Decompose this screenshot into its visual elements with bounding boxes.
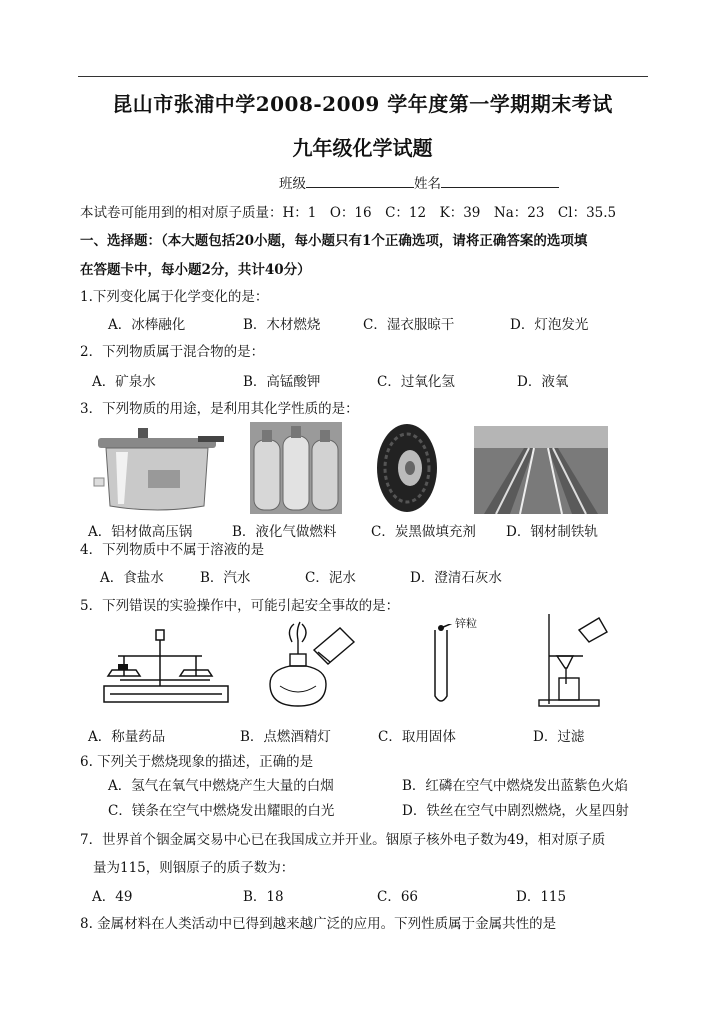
q6-option-d[interactable]: D．铁丝在空气中剧烈燃烧，火星四射 (402, 803, 629, 819)
question-7: 7．世界首个铟金属交易中心已在我国成立并开业。铟原子核外电子数为49，相对原子质 (80, 832, 606, 848)
q3-option-b[interactable]: B．液化气做燃料 (232, 524, 337, 540)
student-info (279, 172, 559, 192)
class-blank[interactable] (306, 175, 414, 188)
question-1: 1.下列变化属于化学变化的是： (80, 289, 269, 305)
question-6: 6. 下列关于燃烧现象的描述，正确的是 (80, 754, 314, 770)
q5-option-d[interactable]: D．过滤 (533, 729, 585, 745)
q5-option-c[interactable]: C．取用固体 (378, 729, 456, 745)
q4-option-d[interactable]: D．澄清石灰水 (410, 570, 502, 586)
question-3: 3．下列物质的用途，是利用其化学性质的是： (80, 401, 359, 417)
q2-option-a[interactable]: A．矿泉水 (92, 374, 156, 390)
q3-option-a[interactable]: A．铝材做高压锅 (88, 524, 193, 540)
name-blank[interactable] (441, 175, 559, 188)
q4-option-b[interactable]: B．汽水 (200, 570, 251, 586)
q3-option-d[interactable]: D．钢材制铁轨 (506, 524, 598, 540)
q2-option-c[interactable]: C．过氧化氢 (377, 374, 455, 390)
top-rule (78, 76, 648, 77)
question-4: 4．下列物质中不属于溶液的是 (80, 542, 265, 558)
q3-option-c[interactable]: C．炭黑做填充剂 (371, 524, 476, 540)
question-2: 2．下列物质属于混合物的是： (80, 344, 265, 360)
q1-option-b[interactable]: B．木材燃烧 (243, 317, 321, 333)
name-label: 姓名 (414, 176, 441, 192)
q2-option-b[interactable]: B．高锰酸钾 (243, 374, 321, 390)
q7-option-d[interactable]: D．115 (516, 889, 567, 905)
exam-subtitle: 九年级化学试题 (292, 136, 433, 160)
class-label: 班级 (279, 176, 306, 192)
q7-option-b[interactable]: B．18 (243, 889, 284, 905)
gas-cylinders-image (250, 422, 342, 514)
q6-option-a[interactable]: A．氢气在氧气中燃烧产生大量的白烟 (108, 778, 334, 794)
filtration-diagram (535, 610, 611, 708)
balance-scale-diagram (100, 626, 232, 706)
question-7-cont: 量为115，则铟原子的质子数为： (93, 860, 295, 876)
q5-option-a[interactable]: A．称量药品 (88, 729, 166, 745)
q1-option-a[interactable]: A．冰棒融化 (108, 317, 186, 333)
q7-option-a[interactable]: A．49 (92, 889, 133, 905)
q1-option-c[interactable]: C．湿衣服晾干 (363, 317, 455, 333)
q2-option-d[interactable]: D．液氧 (517, 374, 569, 390)
railway-tracks-image (474, 426, 608, 514)
section1-heading-line1: 一、选择题：（本大题包括20小题，每小题只有1个正确选项，请将正确答案的选项填 (80, 233, 588, 249)
pressure-cooker-image (88, 422, 224, 514)
q4-option-c[interactable]: C．泥水 (305, 570, 356, 586)
section1-heading-line2: 在答题卡中，每小题2分，共计40分） (80, 262, 311, 278)
tire-image (372, 422, 442, 514)
question-5: 5．下列错误的实验操作中，可能引起安全事故的是： (80, 598, 400, 614)
q4-option-a[interactable]: A．食盐水 (100, 570, 164, 586)
question-8: 8. 金属材料在人类活动中已得到越来越广泛的应用。下列性质属于金属共性的是 (80, 916, 557, 932)
zinc-granule-label: 锌粒 (455, 617, 477, 630)
q5-option-b[interactable]: B．点燃酒精灯 (240, 729, 331, 745)
q6-option-b[interactable]: B．红磷在空气中燃烧发出蓝紫色火焰 (402, 778, 628, 794)
atomic-masses: 本试卷可能用到的相对原子质量：H：1 O：16 C：12 K：39 Na：23 Cl：35.5 (80, 205, 617, 221)
q1-option-d[interactable]: D．灯泡发光 (510, 317, 589, 333)
q6-option-c[interactable]: C．镁条在空气中燃烧发出耀眼的白光 (108, 803, 335, 819)
exam-title: 昆山市张浦中学2008-2009 学年度第一学期期末考试 (112, 92, 613, 116)
test-tube-diagram (425, 624, 465, 708)
alcohol-lamp-diagram (262, 620, 358, 708)
q7-option-c[interactable]: C．66 (377, 889, 419, 905)
